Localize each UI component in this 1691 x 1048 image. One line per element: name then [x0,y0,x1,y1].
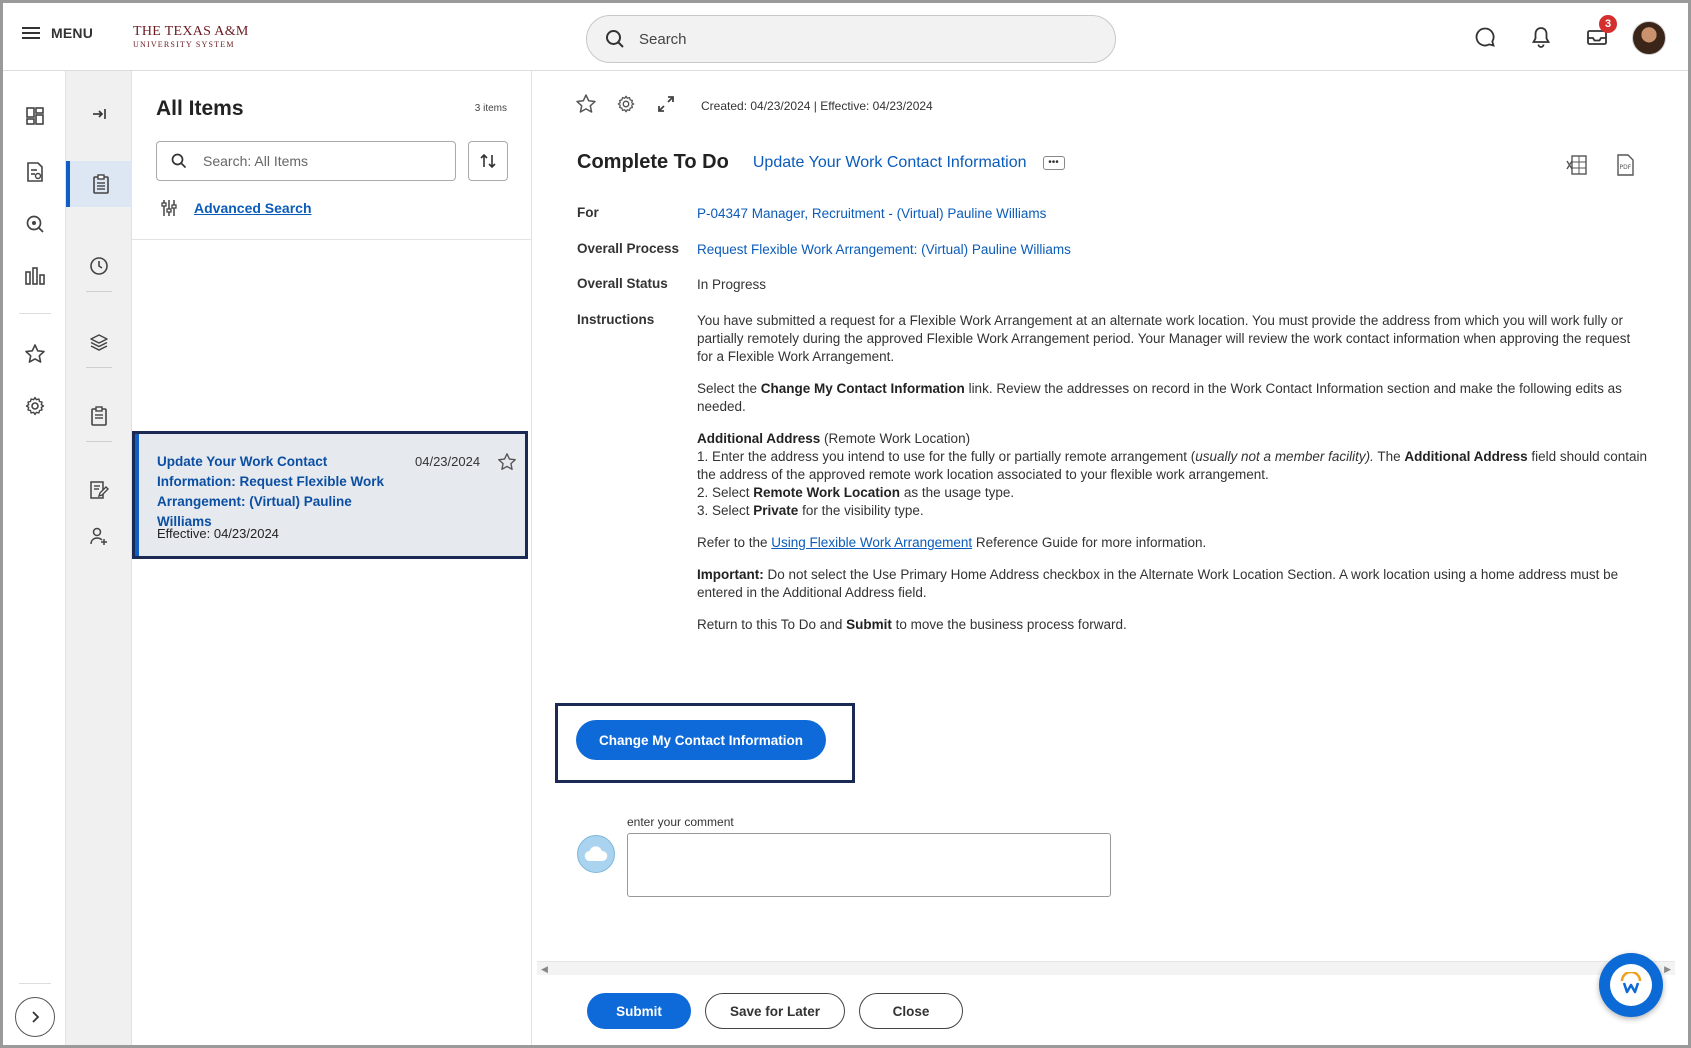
layers-icon [89,332,109,352]
logo-line2: UNIVERSITY SYSTEM [133,40,235,49]
edit-icon [89,480,109,500]
assistant-button[interactable] [1599,953,1663,1017]
rail-divider-bottom [19,983,51,984]
chatbot-icon [1610,964,1652,1006]
highlight-box [555,703,855,783]
rail2-history[interactable] [66,243,132,289]
menu-label: MENU [51,25,94,41]
rail2-divider [86,367,112,368]
history-icon [89,256,109,276]
collapse-icon [91,106,107,122]
rail2-divider [86,441,112,442]
rail-reports[interactable] [22,159,48,185]
excel-icon [1565,153,1589,177]
collapse-panel-button[interactable] [66,91,132,137]
rail2-tasks[interactable] [66,393,132,439]
user-avatar[interactable] [1632,21,1666,55]
instructions-p2: Select the Change My Contact Information link. Review the addresses on record in the Work Contact Information section and make the following edits as needed. [697,381,1622,414]
page-title: Complete To Do [577,151,729,173]
search-placeholder: Search [639,30,687,48]
rail-explore[interactable] [22,211,48,237]
list-search[interactable] [156,141,456,181]
pdf-icon [1613,153,1637,177]
main-content [533,71,1691,1048]
clipboard-icon [92,174,110,194]
chevron-right-icon [28,1010,42,1024]
app-rail [3,71,66,1048]
instructions-p6: Return to this To Do and Submit to move the business process forward. [697,617,1127,632]
menu-button[interactable] [21,25,93,41]
inbox-button[interactable] [1581,18,1613,53]
reference-guide-link[interactable]: Using Flexible Work Arrangement [771,535,973,550]
sort-icon [479,152,497,170]
save-for-later-button[interactable]: Save for Later [705,993,845,1029]
created-effective-dates: Created: 04/23/2024 | Effective: 04/23/2024 [701,99,933,113]
field-label: Overall Process [577,241,680,256]
chat-button[interactable] [1469,21,1501,53]
logo[interactable] [133,25,249,49]
change-contact-info-button[interactable]: Change My Contact Information [576,720,826,760]
main-toolbar [575,93,677,115]
global-search[interactable] [586,15,1116,63]
gear-icon [24,395,46,417]
list-item-title: Update Your Work Contact Information: Request Flexible Work Arrangement: (Virtual) Pauline Williams [157,454,385,529]
rail2-inbox-active[interactable] [66,161,132,207]
rail-favorites[interactable] [22,341,48,367]
close-button[interactable]: Close [859,993,963,1029]
gear-icon [616,94,636,114]
process-link[interactable]: Request Flexible Work Arrangement: (Virtual) Pauline Williams [697,242,1071,257]
star-icon [575,93,597,115]
rail-analytics[interactable] [22,263,48,289]
top-bar [3,3,1688,71]
status-value: In Progress [697,277,767,292]
expand-icon [657,95,675,113]
list-item-effective: Effective: 04/23/2024 [157,526,279,541]
comment-label: enter your comment [627,815,734,829]
item-count: 3 items [474,103,507,114]
field-label: Overall Status [577,276,668,291]
advanced-search-link[interactable]: Advanced Search [194,200,312,216]
inbox-rail [66,71,132,1048]
rail-settings[interactable] [22,393,48,419]
export-excel-button[interactable] [1565,153,1589,182]
rail2-layers[interactable] [66,319,132,365]
comment-input[interactable] [627,833,1111,897]
instructions-p4: Refer to the Using Flexible Work Arrangement Reference Guide for more information. [697,535,1207,550]
rail2-divider [86,291,112,292]
list-item-selected[interactable] [132,431,528,559]
expand-view-button[interactable] [655,93,677,115]
submit-button[interactable]: Submit [587,993,691,1029]
rail2-edit[interactable] [66,467,132,513]
instructions-p3: Additional Address (Remote Work Location) 1. Enter the address you intend to use for the fully or partially remote arrangement (usually not a member facility). The Additional Address field should contain the address of the approved remote work location associated to your flexible work arrangement. 2. Select Remote Work Location as the usage type. 3. Select Private for the visibility type. [697,431,1647,518]
expand-nav-button[interactable] [15,997,55,1037]
search-icon [171,153,187,169]
task-heading [577,151,1065,174]
chat-icon [1474,26,1496,48]
scroll-right-arrow[interactable]: ▶ [1664,964,1671,974]
favorite-item-button[interactable] [497,452,517,477]
star-icon [24,343,46,365]
list-item-date: 04/23/2024 [415,454,481,469]
list-divider [132,239,532,240]
rail-divider [19,313,51,314]
bell-icon [1531,26,1551,48]
notifications-button[interactable] [1525,21,1557,53]
favorite-button[interactable] [575,93,597,115]
more-actions-button[interactable]: ••• [1043,156,1065,170]
dashboard-icon [25,106,45,126]
clipboard-icon [90,406,108,426]
logo-line1: THE TEXAS A&M [133,24,249,39]
list-title: All Items [156,97,244,120]
instructions-text [697,312,1647,648]
add-person-icon [89,526,109,546]
for-link[interactable]: P-04347 Manager, Recruitment - (Virtual) Pauline Williams [697,206,1047,221]
export-pdf-button[interactable] [1613,153,1637,182]
cloud-icon [583,845,609,863]
explore-icon [25,214,45,234]
filter-icon [160,199,178,217]
search-icon [605,29,625,49]
instructions-p5: Important: Do not select the Use Primary Home Address checkbox in the Alternate Work Location Section. A work location using a home address must be entered in the Additional Address field. [697,567,1619,600]
menu-icon [21,25,41,41]
action-footer [533,975,1691,1048]
scroll-left-arrow[interactable]: ◀ [541,964,548,974]
field-label: Instructions [577,312,655,327]
star-icon [497,452,517,472]
report-icon [25,161,45,183]
horizontal-scrollbar[interactable] [537,961,1675,975]
inbox-badge: 3 [1599,15,1617,33]
field-label: For [577,205,599,220]
list-search-input[interactable] [203,153,443,169]
sort-button[interactable] [468,141,508,181]
instructions-p1: You have submitted a request for a Flexible Work Arrangement at an alternate work location. You must provide the address from which you will work fully or partially remotely during the approved Flexible Work Arrangement period. Your Manager will review the work contact information when approving the request for a Flexible Work Arrangement. [697,313,1631,364]
rail2-add-person[interactable] [66,513,132,559]
advanced-search [160,199,312,217]
chart-icon [24,266,46,286]
task-title-link[interactable]: Update Your Work Contact Information [752,153,1027,171]
inbox-list-panel [132,71,532,1048]
related-actions-button[interactable] [615,93,637,115]
commenter-avatar [577,835,615,873]
svg-text:PDF: PDF [1619,164,1632,171]
rail-dashboard[interactable] [22,103,48,129]
